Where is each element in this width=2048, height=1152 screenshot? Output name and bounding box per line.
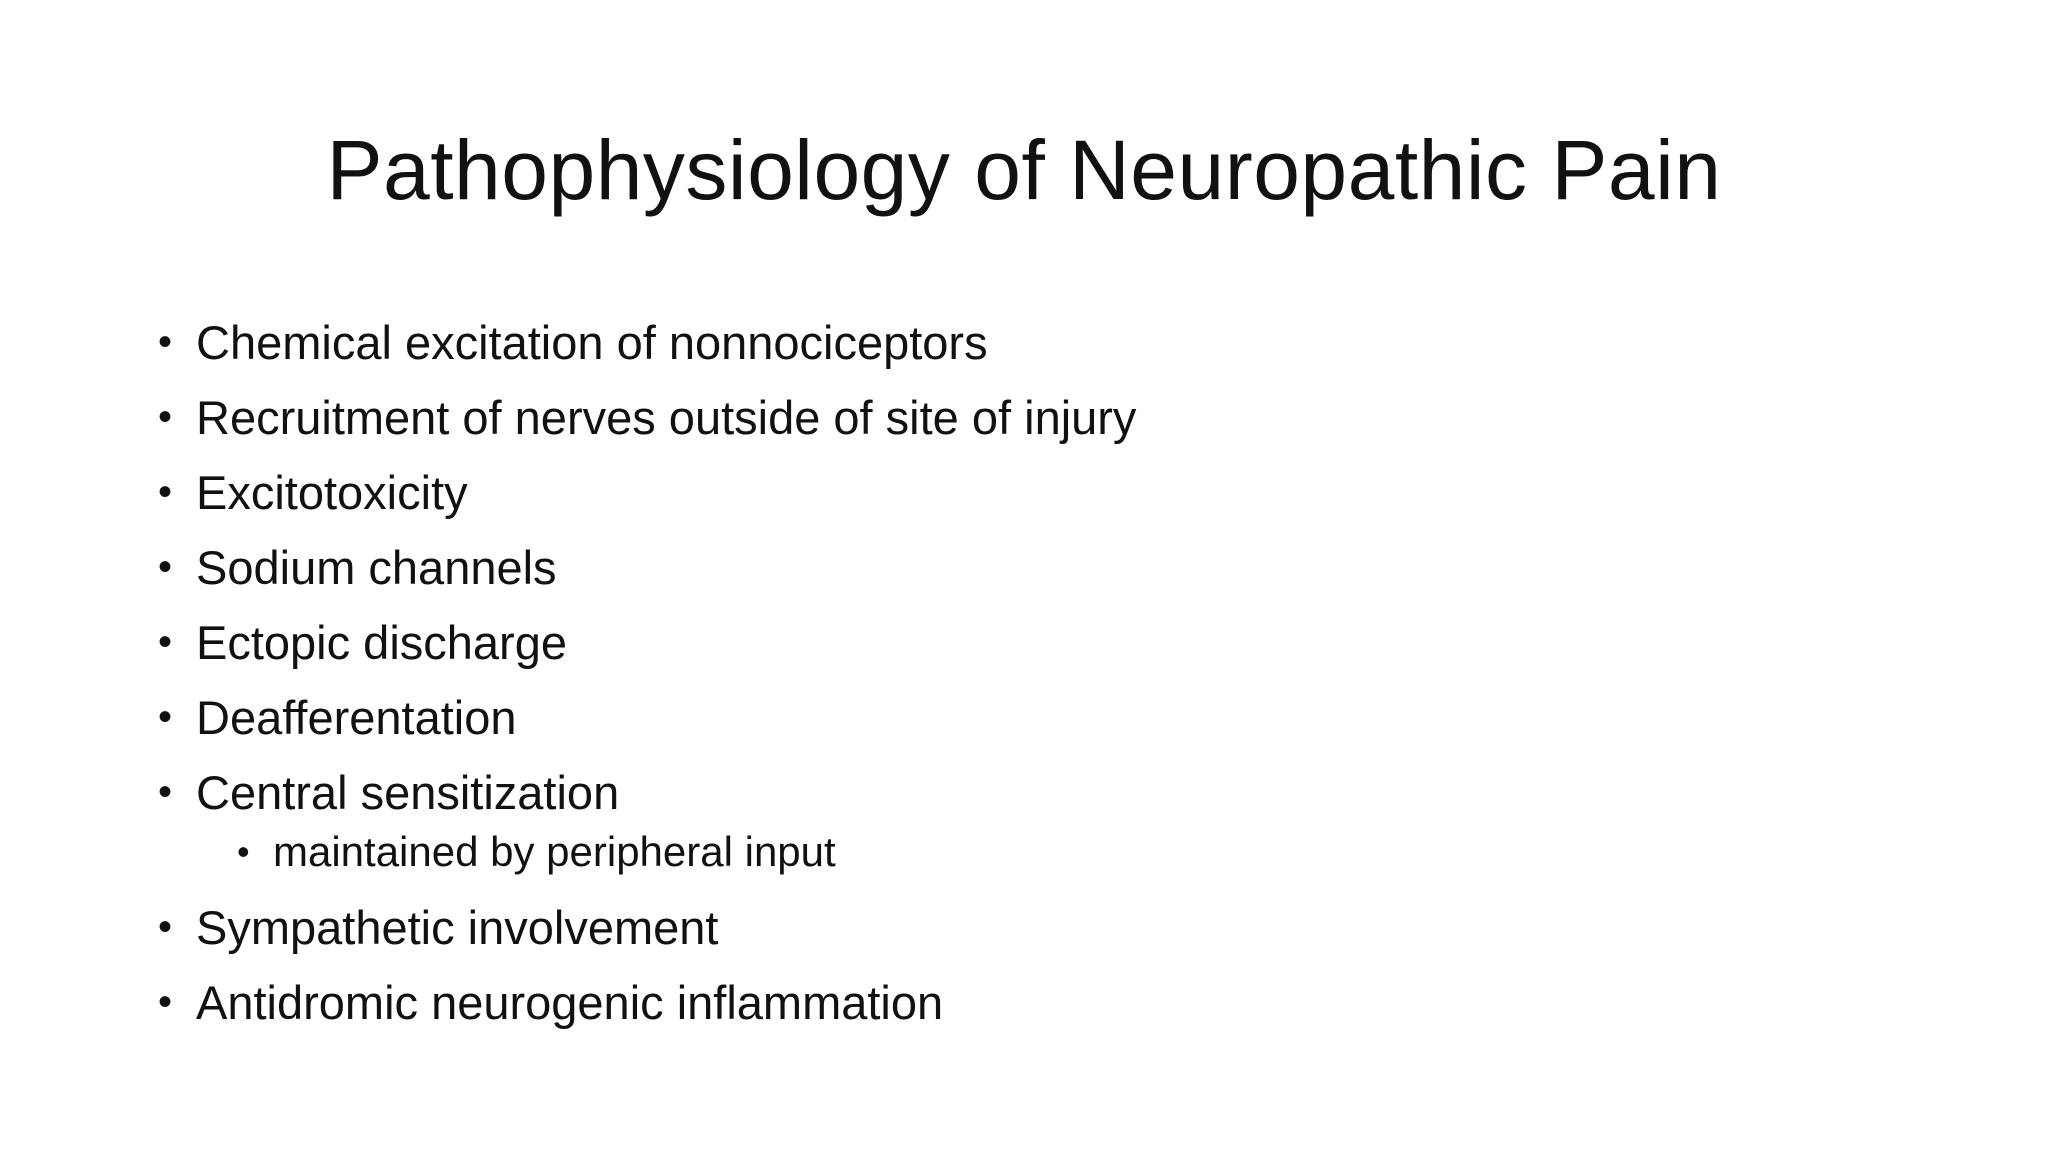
bullet-item (158, 305, 1136, 380)
bullet-list (158, 305, 1136, 1040)
bullet-dot-icon: • (158, 620, 173, 664)
bullet-text: Antidromic neurogenic inflammation (196, 976, 944, 1029)
bullet-dot-icon: • (158, 905, 173, 949)
bullet-item (158, 890, 1136, 965)
slide-title: Pathophysiology of Neuropathic Pain (326, 123, 1722, 217)
bullet-text: Recruitment of nerves outside of site of injury (196, 391, 1137, 444)
bullet-item (158, 680, 1136, 755)
sub-bullet-dot-icon: • (237, 831, 250, 872)
bullet-dot-icon: • (158, 470, 173, 514)
bullet-text: Sodium channels (196, 541, 557, 594)
bullet-dot-icon: • (158, 545, 173, 589)
bullet-text: Ectopic discharge (196, 616, 567, 669)
bullet-item (158, 380, 1136, 455)
bullet-dot-icon: • (158, 320, 173, 364)
bullet-text: Deafferentation (196, 691, 517, 744)
bullet-item (158, 530, 1136, 605)
bullet-item (158, 965, 1136, 1040)
bullet-text: Sympathetic involvement (196, 901, 719, 954)
bullet-item (158, 605, 1136, 680)
bullet-item (158, 455, 1136, 530)
bullet-text: Chemical excitation of nonnociceptors (196, 316, 988, 369)
bullet-text: Excitotoxicity (196, 466, 468, 519)
bullet-item (158, 755, 1136, 830)
sub-bullet-item (158, 824, 1136, 880)
bullet-dot-icon: • (158, 695, 173, 739)
bullet-dot-icon: • (158, 980, 173, 1024)
bullet-dot-icon: • (158, 395, 173, 439)
sub-bullet-text: maintained by peripheral input (273, 828, 836, 875)
bullet-dot-icon: • (158, 770, 173, 814)
bullet-text: Central sensitization (196, 766, 620, 819)
